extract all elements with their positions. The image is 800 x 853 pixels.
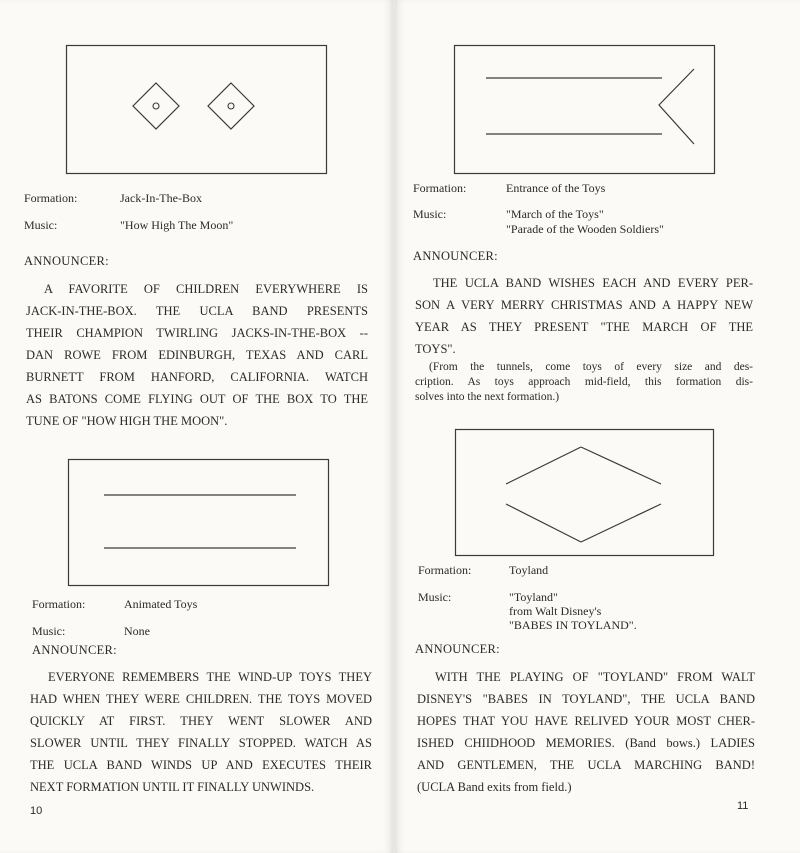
formation-label: Formation: <box>413 181 467 195</box>
announcer-label: ANNOUNCER: <box>413 249 498 263</box>
music-label: Music: <box>32 624 66 638</box>
toyland-diagram <box>455 429 717 559</box>
field-outline <box>69 460 329 586</box>
formation-name: Entrance of the Toys <box>506 181 606 195</box>
music-label: Music: <box>24 218 58 232</box>
arrow-head <box>659 69 694 144</box>
page-number: 11 <box>737 800 749 812</box>
diamond-upper-right <box>581 447 661 484</box>
music-label: Music: <box>418 590 452 604</box>
formation-label: Formation: <box>32 597 86 611</box>
music-label: Music: <box>413 207 447 221</box>
music-title: "March of the Toys" <box>506 207 604 221</box>
music-title: None <box>124 624 150 638</box>
field-outline <box>67 46 327 174</box>
page-number: 10 <box>30 805 43 817</box>
box-diamond-left <box>133 83 179 129</box>
music-title: "BABES IN TOYLAND". <box>509 618 637 632</box>
right-page <box>395 0 800 853</box>
announcement-text: WITH THE PLAYING OF "TOYLAND" FROM WALT DISNEY'S "BABES IN TOYLAND", THE UCLA BAND HOPES THAT YOU HAVE RELIVED YOUR MOST CHER- ISHED CHIIDHOOD MEMORIES. (Band bows.) LADIES AND GENTLEMEN, THE UCLA MARCHING BAND! (UCLA Band exits from field.) <box>417 670 755 794</box>
announcement-text: EVERYONE REMEMBERS THE WIND-UP TOYS THEY HAD WHEN THEY WERE CHILDREN. THE TOYS MOVED QUICKLY AT FIRST. THEY WENT SLOWER AND SLOWER UNTIL THEY FINALLY STOPPED. WATCH AS THE UCLA BAND WINDS UP AND EXECUTES THEIR NEXT FORMATION UNTIL IT FINALLY UNWINDS. <box>30 670 372 794</box>
jack-in-the-box-diagram <box>66 45 328 175</box>
formation-label: Formation: <box>24 191 78 205</box>
field-outline <box>455 46 715 174</box>
music-title: "How High The Moon" <box>120 218 234 232</box>
box-diamond-right <box>208 83 254 129</box>
twirler-marker-right <box>228 103 234 109</box>
stage-note: (From the tunnels, come toys of every size and des- cription. As toys approach mid-field, this formation dis- solves into the next formation.) <box>415 361 753 403</box>
music-title: "Toyland" <box>509 590 558 604</box>
announcer-label: ANNOUNCER: <box>32 643 117 657</box>
music-credit: from Walt Disney's <box>509 604 602 618</box>
music-title: "Parade of the Wooden Soldiers" <box>506 222 664 236</box>
formation-label: Formation: <box>418 563 472 577</box>
announcement-text: THE UCLA BAND WISHES EACH AND EVERY PER- SON A VERY MERRY CHRISTMAS AND A HAPPY NEW YEAR AS THEY PRESENT "THE MARCH OF THE TOYS". <box>415 276 753 356</box>
announcer-label: ANNOUNCER: <box>415 642 500 656</box>
announcement-text: A FAVORITE OF CHILDREN EVERYWHERE IS JACK-IN-THE-BOX. THE UCLA BAND PRESENTS THEIR CHAMPION TWIRLING JACKS-IN-THE-BOX -- DAN ROWE FROM EDINBURGH, TEXAS AND CARL BURNETT FROM HANFORD, CALIFORNIA. WATCH AS BATONS COME FLYING OUT OF THE BOX TO THE TUNE OF "HOW HIGH THE MOON". <box>26 282 368 428</box>
diamond-lower-left <box>506 504 581 542</box>
entrance-of-the-toys-diagram <box>454 45 716 175</box>
left-page <box>0 0 393 853</box>
twirler-marker-left <box>153 103 159 109</box>
formation-name: Animated Toys <box>124 597 198 611</box>
announcer-label: ANNOUNCER: <box>24 254 109 268</box>
formation-name: Toyland <box>509 563 549 577</box>
diamond-lower-right <box>581 504 661 542</box>
formation-name: Jack-In-The-Box <box>120 191 202 205</box>
diamond-upper-left <box>506 447 581 484</box>
animated-toys-diagram <box>68 459 330 587</box>
